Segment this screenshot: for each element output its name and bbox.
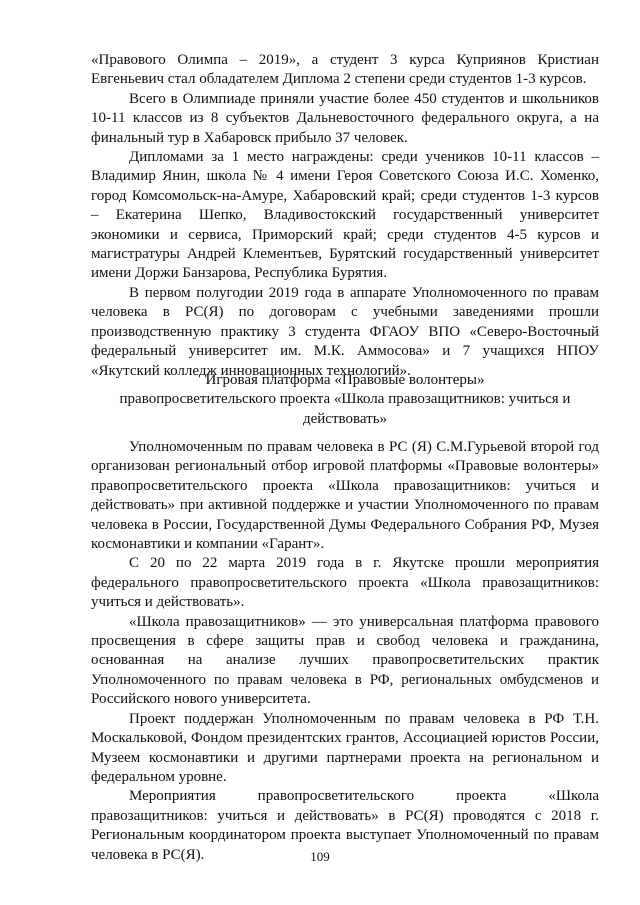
section-heading [115,371,575,429]
page-number: 109 [310,849,330,864]
paragraph-bottom-2: «Школа правозащитников» — это универсальная платформа правового просвещения в сфере защиты прав и свобод человека и гражданина, основанная на анализе лучших правопросветительских практик Уполномоченного по правам человека в РФ, региональных омбудсменов и Российского нового университета. [91,613,599,708]
top-text-block [91,51,599,381]
paragraph-top-3: В первом полугодии 2019 года в аппарате Уполномоченного по правам человека в РС(Я) по договорам с учебными заведениями прошли производственную практику 3 студента ФГАОУ ВПО «Северо-Восточный федеральный университет им. М.К. Аммосова» и 7 учащихся НПОУ «Якутский колледж инновационных технологий». [91,284,599,379]
paragraph-bottom-0: Уполномоченным по правам человека в РС (Я) С.М.Гурьевой второй год организован региональный отбор игровой платформы «Правовые волонтеры» правопросветительского проекта «Школа правозащитников: учиться и действовать» при активной поддержке и участии Уполномоченного по правам человека в России, Государственной Думы Федерального Собрания РФ, Музея космонавтики и компании «Гарант». [91,439,599,553]
paragraph-bottom-3: Проект поддержан Уполномоченным по правам человека в РФ Т.Н. Москальковой, Фондом президентских грантов, Ассоциацией юристов России, Музеем космонавтики и другими партнерами проекта на региональном и федеральном уровне. [91,710,599,785]
paragraph-top-2: Дипломами за 1 место награждены: среди учеников 10-11 классов – Владимир Янин, школа № 4 имени Героя Советского Союза И.С. Хоменко, город Комсомольск-на-Амуре, Хабаровский край; среди студентов 1-3 курсов – Екатерина Шепко, Владивостокский государственный университет экономики и сервиса, Приморский край; среди студентов 4-5 курсов и магистратуры Андрей Клементьев, Бурятский государственный университет имени Доржи Банзарова, Республика Бурятия. [91,149,599,282]
paragraph-top-1: Всего в Олимпиаде приняли участие более 450 студентов и школьников 10-11 классов из 8 субъектов Дальневосточного федерального округа, а на финальный тур в Хабаровск прибыло 37 человек. [91,90,599,146]
bottom-text-block [91,438,599,865]
paragraph-top-0: «Правового Олимпа – 2019», а студент 3 курса Куприянов Кристиан Евгеньевич стал обладателем Диплома 2 степени среди студентов 1-3 курсов. [91,52,599,88]
section-heading-line-2: правопросветительского проекта «Школа правозащитников: учиться и действовать» [119,391,571,427]
paragraph-bottom-4: Мероприятия правопросветительского проекта «Школа правозащитников: учиться и действовать» в РС(Я) проводятся с 2018 г. Региональным координатором проекта выступает Уполномоченный по правам человека в РС(Я). [91,788,599,863]
paragraph-bottom-1: С 20 по 22 марта 2019 года в г. Якутске прошли мероприятия федерального правопросветительского проекта «Школа правозащитников: учиться и действовать». [91,555,599,611]
section-heading-line-1: Игровая платформа «Правовые волонтеры» [205,372,485,388]
